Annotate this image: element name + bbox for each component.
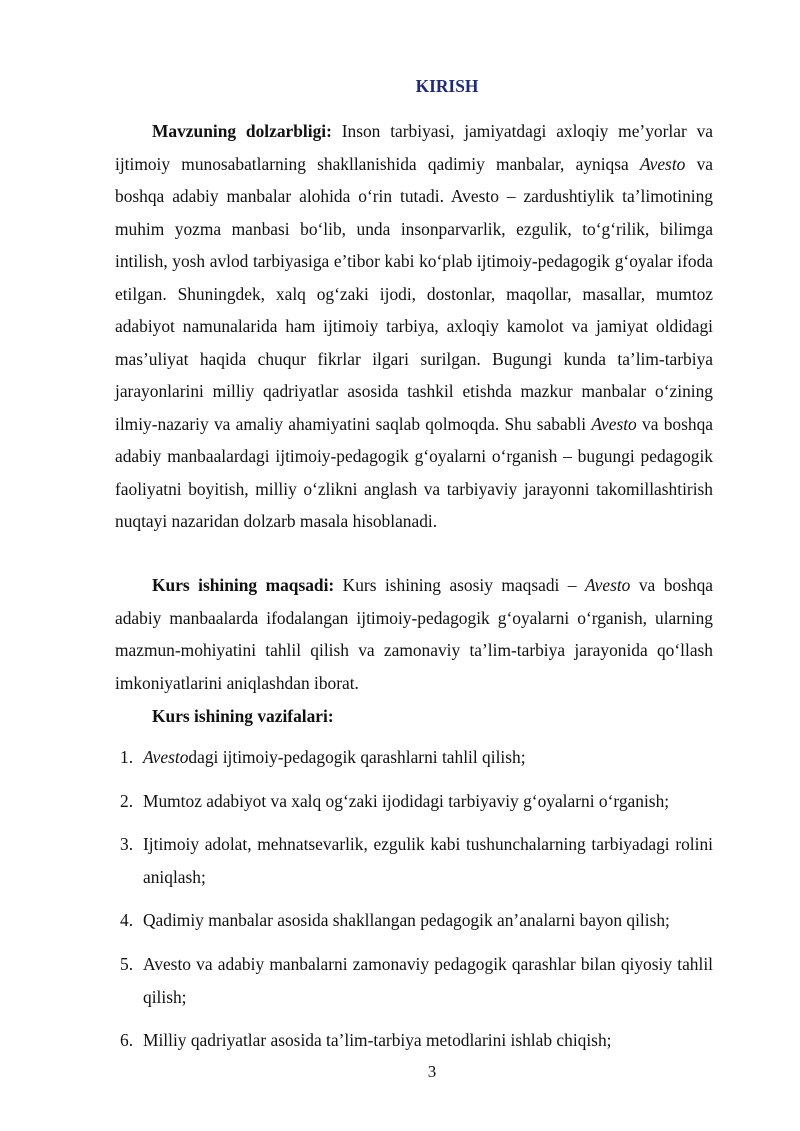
task-number: 2. — [120, 791, 134, 811]
goal-italic: Avesto — [584, 575, 631, 595]
relevance-text-1: Inson tarbiyasi, jamiyatdagi axloqiy me’yorlar va ijtimoiy munosabatlarning shakllanishida qadimiy manbalar, ayniqsa — [115, 121, 713, 174]
relevance-label: Mavzuning dolzarbligi: — [152, 121, 332, 141]
page-title: KIRISH — [415, 76, 479, 96]
task-list-item — [120, 785, 713, 818]
task-text: Milliy qadriyatlar asosida ta’lim-tarbiya metodlarini ishlab chiqish; — [143, 1030, 612, 1050]
relevance-paragraph — [115, 115, 713, 538]
task-list-item — [120, 948, 713, 1013]
task-text: dagi ijtimoiy-pedagogik qarashlarni tahlil qilish; — [188, 747, 526, 767]
task-italic: Avesto — [143, 747, 189, 767]
goal-text-2: va boshqa adabiy manbaalarda ifodalangan ijtimoiy-pedagogik g‘oyalarni o‘rganish, ularning mazmun-mohiyatini tahlil qilish va zamonaviy ta’lim-tarbiya jarayonida qo‘llash imkoniyatlarini aniqlashdan iborat. — [115, 575, 713, 693]
goal-text-1: Kurs ishining asosiy maqsadi – — [334, 575, 585, 595]
goal-paragraph — [115, 569, 713, 699]
task-text: Avesto va adabiy manbalarni zamonaviy pedagogik qarashlar bilan qiyosiy tahlil qilish; — [143, 954, 713, 1007]
tasks-label: Kurs ishining vazifalari: — [152, 706, 334, 726]
task-text: Mumtoz adabiyot va xalq og‘zaki ijodidagi tarbiyaviy g‘oyalarni o‘rganish; — [143, 791, 670, 811]
relevance-italic-2: Avesto — [591, 413, 637, 434]
relevance-text-3: va boshqa adabiy manbaalardagi ijtimoiy-pedagogik g‘oyalarni o‘rganish – bugungi pedagogik faoliyatni boyitish, milliy o‘zlikni anglash va tarbiyaviy jarayonni takomillashtirish nuqtayi nazaridan dolzarb masala hisoblanadi. — [115, 413, 713, 531]
task-text: Qadimiy manbalar asosida shakllangan pedagogik an’analarni bayon qilish; — [143, 910, 670, 930]
task-number: 5. — [120, 954, 134, 974]
page-number: 3 — [427, 1062, 437, 1081]
tasks-heading — [115, 700, 713, 733]
task-list-item — [120, 1024, 713, 1057]
task-number: 3. — [120, 834, 134, 854]
task-number: 6. — [120, 1030, 134, 1050]
task-list-item — [120, 741, 713, 774]
relevance-text-2: va boshqa adabiy manbalar alohida o‘rin tutadi. Avesto – zardushtiylik ta’limotining muhim yozma manbasi bo‘lib, unda insonparvarlik, ezgulik, to‘g‘rilik, bilimga intilish, yosh avlod tarbiyasiga e’tibor kabi ko‘plab ijtimoiy-pedagogik g‘oyalar ifoda etilgan. Shuningdek, xalq og‘zaki ijodi, dostonlar, maqollar, masallar, mumtoz adabiyot namunalarida ham ijtimoiy tarbiya, axloqiy kamolot va jamiyat oldidagi mas’uliyat haqida chuqur fikrlar ilgari surilgan. Bugungi kunda ta’lim-tarbiya jarayonlarini milliy qadriyatlar asosida tashkil etishda mazkur manbalar o‘zining ilmiy-nazariy va amaliy ahamiyatini saqlab qolmoqda. Shu sababli — [115, 153, 713, 434]
relevance-italic-1: Avesto — [639, 153, 686, 174]
goal-label: Kurs ishining maqsadi: — [152, 575, 335, 595]
task-number: 4. — [120, 910, 134, 930]
task-number: 1. — [120, 747, 134, 767]
task-list-item — [120, 904, 713, 937]
task-list-item — [120, 828, 713, 893]
task-text: Ijtimoiy adolat, mehnatsevarlik, ezgulik kabi tushunchalarning tarbiyadagi rolini aniqlash; — [143, 834, 713, 887]
